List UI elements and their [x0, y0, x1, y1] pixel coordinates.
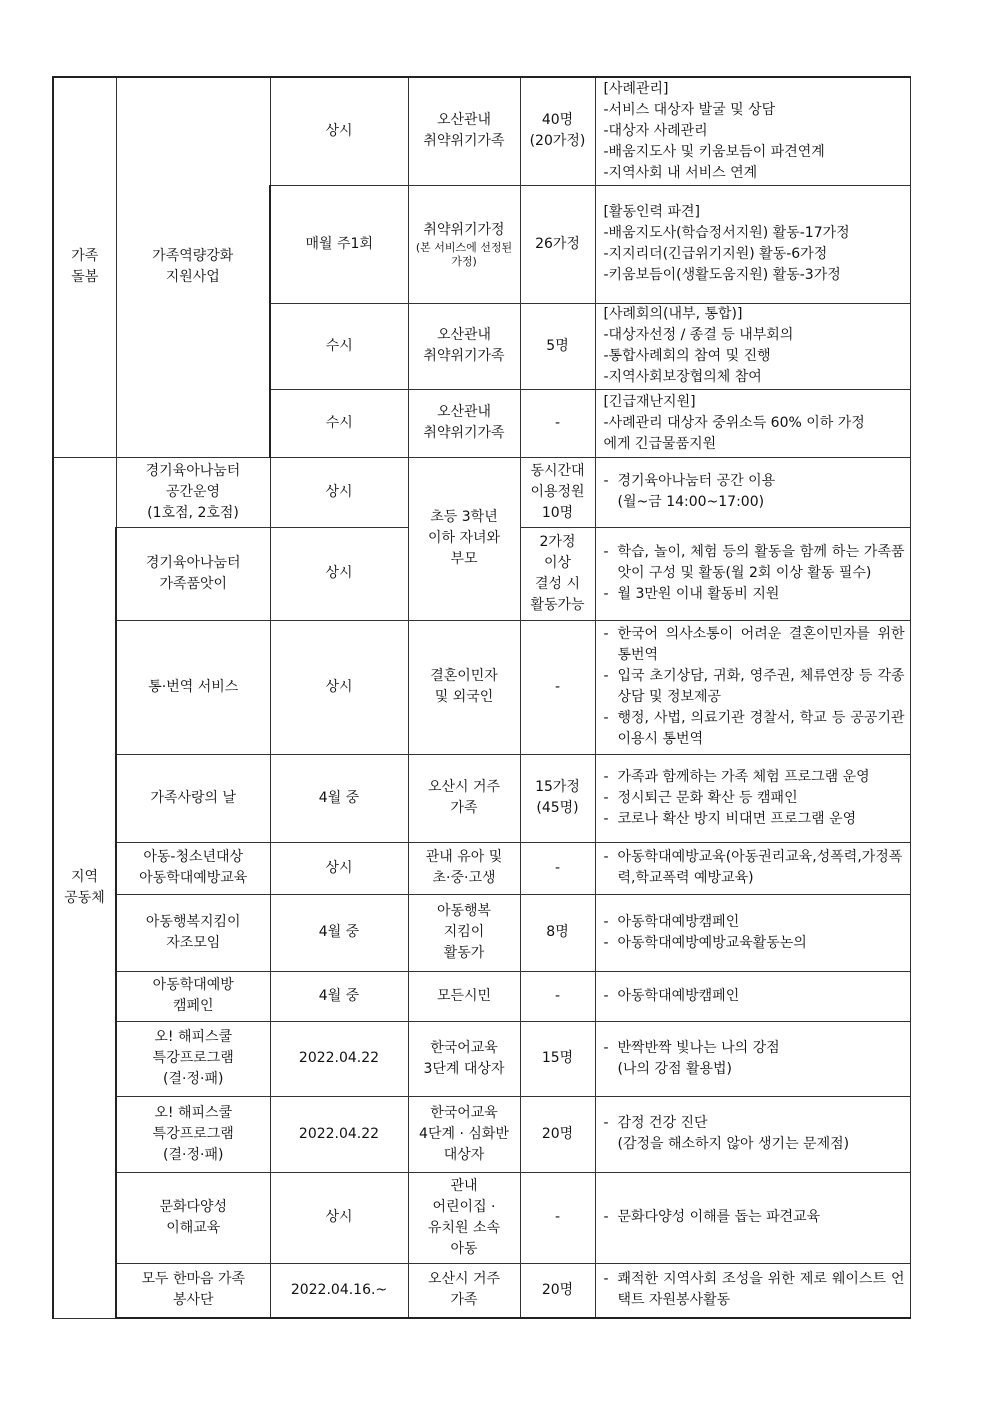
- bullet-dash: -: [603, 668, 609, 684]
- table-body: [53, 77, 910, 1318]
- description-cell: [595, 971, 910, 1021]
- bullet-dash: -: [603, 768, 609, 785]
- cell-line: 취약위기가정: [423, 221, 505, 238]
- cell-line: 결혼이민자: [430, 668, 498, 684]
- target-cell: [408, 77, 520, 185]
- bullet-item: [604, 471, 905, 492]
- cell-line: 가족: [450, 1292, 478, 1309]
- cell-line: 부모: [450, 551, 478, 567]
- cell-line: 오산관내: [436, 112, 492, 129]
- cell-line: 아동행복지킴이: [145, 913, 241, 930]
- bullet-text: 한국어 의사소통이 어려운 결혼이민자를 위한 통번역: [617, 626, 905, 663]
- cell-line: 오산관내: [436, 404, 492, 420]
- bullet-text: 정시퇴근 문화 확산 등 캠패인: [617, 789, 798, 806]
- bullet-dash: -: [603, 710, 609, 726]
- cell-line: 및 외국인: [434, 689, 494, 705]
- bullet-dash: -: [603, 987, 609, 1004]
- bullet-text: 쾌적한 지역사회 조성을 위한 제로 웨이스트 언택트 자원봉사활동: [617, 1271, 905, 1309]
- table-row: [53, 1172, 910, 1263]
- bullet-text: 가족과 함께하는 가족 체험 프로그램 운영: [617, 768, 870, 785]
- cell-line: 공간운영: [165, 483, 221, 500]
- program-cell: [116, 527, 270, 620]
- schedule-cell: 상시: [270, 457, 408, 527]
- bullet-dash: -: [603, 1209, 609, 1225]
- table-row: [53, 77, 910, 185]
- target-cell: [408, 1172, 520, 1263]
- count-cell: [520, 754, 595, 842]
- bullet-item: [604, 708, 905, 750]
- bullet-item: [604, 584, 905, 605]
- schedule-cell: 매월 주1회: [270, 185, 408, 303]
- cell-line: 가족사랑의 날: [150, 789, 237, 806]
- count-cell: [520, 1021, 595, 1096]
- schedule-cell: 4월 중: [270, 894, 408, 971]
- cell-line: -: [554, 414, 561, 431]
- cell-line: 경기육아나눔터: [145, 462, 241, 479]
- cell-line: [활동인력 파견]: [603, 204, 701, 220]
- cell-line: 지역: [70, 868, 99, 885]
- bullet-item: [604, 986, 905, 1007]
- cell-line: 가족: [71, 248, 99, 265]
- cell-line: 공동체: [64, 889, 105, 906]
- cell-line: (20가정): [529, 133, 586, 150]
- bullet-text: 경기육아나눔터 공간 이용: [617, 473, 776, 489]
- bullet-text: 반짝반짝 빛나는 나의 강점: [617, 1039, 780, 1056]
- cell-line: -: [554, 678, 561, 695]
- cell-line: (결·정·패): [163, 1071, 224, 1087]
- target-cell: [408, 894, 520, 971]
- bullet-dash: -: [603, 626, 609, 642]
- program-table: [52, 76, 911, 1319]
- schedule-cell: 4월 중: [270, 754, 408, 842]
- cell-line: 문화다양성: [159, 1198, 228, 1215]
- bullet-text: 아동학대예방캠페인: [617, 987, 740, 1004]
- bullet-item: [604, 788, 905, 809]
- description-cell: [595, 389, 910, 457]
- description-cell: [595, 1172, 910, 1263]
- cell-line: 아동: [450, 1240, 478, 1257]
- bullet-text: 코로나 확산 방지 비대면 프로그램 운영: [617, 810, 857, 827]
- cell-line: 10명: [541, 504, 574, 521]
- cell-line: 취약위기가족: [423, 133, 505, 150]
- cell-line: 봉사단: [172, 1292, 214, 1309]
- cell-line: (본 서비스에 선정된: [415, 240, 513, 254]
- count-cell: [520, 77, 595, 185]
- description-cell: [595, 77, 910, 185]
- program-cell: [116, 842, 270, 894]
- program-cell: [116, 77, 270, 457]
- cell-line: -사례관리 대상자 중위소득 60% 이하 가정: [603, 414, 865, 431]
- cell-line: 특강프로그램: [152, 1050, 234, 1066]
- table-row: [53, 1021, 910, 1096]
- cell-line: 20명: [541, 1281, 574, 1298]
- cell-line: 통·번역 서비스: [148, 678, 239, 695]
- cell-line: 가족역량강화: [152, 248, 234, 265]
- bullet-dash: -: [603, 473, 609, 489]
- bullet-dash: -: [603, 544, 609, 560]
- target-cell: [408, 303, 520, 389]
- count-cell: [520, 620, 595, 754]
- cell-line: (45명): [536, 800, 579, 816]
- target-cell: [408, 1096, 520, 1172]
- bullet-item: [604, 847, 905, 889]
- category-cell: [53, 457, 116, 1318]
- category-cell: [53, 77, 116, 457]
- cell-line: 아동-청소년대상: [143, 849, 244, 865]
- bullet-item: [604, 1207, 905, 1228]
- bullet-item: [604, 933, 905, 954]
- cell-line: 지원사업: [165, 269, 220, 286]
- table-row: [53, 842, 910, 894]
- bullet-text: 입국 초기상담, 귀화, 영주권, 체류연장 등 각종상담 및 정보제공: [617, 668, 905, 705]
- cell-line: -: [554, 987, 561, 1004]
- bullet-text: 월 3만원 이내 활동비 지원: [617, 586, 780, 602]
- description-cell: [595, 1021, 910, 1096]
- cell-line: 5명: [546, 337, 569, 354]
- cell-line: 한국어교육: [430, 1039, 498, 1056]
- document-page: [52, 76, 909, 1319]
- cell-line: 3단계 대상자: [423, 1060, 505, 1077]
- description-cell: [595, 1263, 910, 1318]
- count-cell: [520, 1096, 595, 1172]
- description-cell: [595, 894, 910, 971]
- schedule-cell: 상시: [270, 77, 408, 185]
- schedule-cell: 상시: [270, 1172, 408, 1263]
- target-cell: [408, 1021, 520, 1096]
- cell-line: 유치원 소속: [427, 1219, 501, 1236]
- bullet-item: [604, 912, 905, 933]
- count-cell: [520, 842, 595, 894]
- cell-line: 8명: [546, 924, 569, 940]
- program-cell: [116, 620, 270, 754]
- cell-line: -대상자 사례관리: [603, 122, 708, 139]
- bullet-dash: -: [603, 810, 609, 827]
- cell-line: 한국어교육: [430, 1104, 498, 1121]
- bullet-continuation: (감정을 해소하지 않아 생기는 문제점): [617, 1136, 850, 1152]
- bullet-text: 아동학대예방캠페인: [617, 913, 740, 930]
- bullet-item: [604, 1269, 905, 1311]
- schedule-cell: 상시: [270, 620, 408, 754]
- program-cell: [116, 1096, 270, 1172]
- bullet-continuation: (나의 강점 활용법): [617, 1060, 732, 1077]
- cell-line: 가족: [450, 800, 478, 816]
- target-cell: [408, 842, 520, 894]
- target-cell: [408, 457, 520, 620]
- bullet-item: [604, 542, 905, 584]
- bullet-item: [604, 809, 905, 830]
- target-cell: [408, 389, 520, 457]
- cell-line: -통합사례회의 참여 및 진행: [603, 348, 771, 364]
- schedule-cell: 상시: [270, 527, 408, 620]
- description-cell: [595, 620, 910, 754]
- program-cell: [116, 754, 270, 842]
- count-cell: [520, 971, 595, 1021]
- cell-line: 오! 해피스쿨: [154, 1104, 233, 1121]
- count-cell: [520, 894, 595, 971]
- cell-line: [긴급재난지원]: [603, 393, 696, 410]
- cell-line: -배움지도사 및 키움보듬이 파견연계: [603, 143, 825, 160]
- count-cell: [520, 1172, 595, 1263]
- bullet-dash: -: [603, 934, 609, 951]
- target-cell: [408, 971, 520, 1021]
- cell-line: 오산관내: [436, 327, 492, 343]
- count-cell: [520, 527, 595, 620]
- bullet-text: 감정 건강 진단: [617, 1115, 708, 1131]
- cell-line: -지지리더(긴급위기지원) 활동-6가정: [603, 246, 828, 262]
- cell-line: 2가정: [539, 533, 576, 550]
- cell-line: 오산시 거주: [427, 1271, 501, 1288]
- bullet-dash: -: [603, 586, 609, 602]
- bullet-item: [604, 1038, 905, 1059]
- cell-line: -대상자선정 / 종결 등 내부회의: [603, 327, 794, 343]
- table-row: [53, 971, 910, 1021]
- target-cell: [408, 185, 520, 303]
- program-cell: [116, 1021, 270, 1096]
- cell-line: 초등 3학년: [430, 509, 498, 525]
- table-row: [53, 1263, 910, 1318]
- bullet-dash: -: [603, 1115, 609, 1131]
- cell-line: -: [554, 1209, 561, 1225]
- schedule-cell: 수시: [270, 303, 408, 389]
- description-cell: [595, 457, 910, 527]
- bullet-item: [604, 1113, 905, 1134]
- cell-line: -지역사회보장협의체 참여: [603, 369, 762, 385]
- bullet-item: [604, 624, 905, 666]
- cell-line: 가족품앗이: [159, 575, 228, 592]
- description-cell: [595, 303, 910, 389]
- cell-line: 이용정원: [530, 483, 585, 500]
- cell-line: (결·정·패): [163, 1146, 224, 1163]
- cell-line: 40명: [541, 112, 574, 129]
- bullet-text: 아동학대예방교육(아동권리교육,성폭력,가정폭력,학교폭력 예방교육): [617, 849, 903, 886]
- cell-line: -서비스 대상자 발굴 및 상담: [603, 101, 776, 118]
- count-cell: [520, 1263, 595, 1318]
- bullet-dash: -: [603, 849, 609, 865]
- schedule-cell: 상시: [270, 842, 408, 894]
- cell-line: 결성 시: [534, 575, 581, 592]
- cell-line: -지역사회 내 서비스 연계: [603, 164, 758, 181]
- table-row: [53, 1096, 910, 1172]
- cell-line: 활동가: [443, 945, 485, 961]
- bullet-text: 문화다양성 이해를 돕는 파견교육: [617, 1209, 821, 1225]
- bullet-dash: -: [603, 789, 609, 806]
- bullet-text: 아동학대예방예방교육활동논의: [617, 934, 807, 951]
- cell-line: 아동행복: [436, 903, 492, 919]
- cell-line: -키움보듬이(생활도움지원) 활동-3가정: [603, 267, 841, 283]
- description-cell: [595, 842, 910, 894]
- cell-line: 20명: [541, 1125, 574, 1142]
- count-cell: [520, 389, 595, 457]
- cell-line: 경기육아나눔터: [145, 554, 241, 571]
- cell-line: -배움지도사(학습정서지원) 활동-17가정: [603, 225, 850, 241]
- cell-line: 아동학대예방교육: [139, 870, 248, 886]
- cell-line: 돌봄: [71, 269, 99, 286]
- description-cell: [595, 754, 910, 842]
- cell-line: -: [554, 859, 561, 876]
- cell-line: 자조모임: [166, 934, 221, 951]
- bullet-dash: -: [603, 1271, 609, 1288]
- cell-line: 오산시 거주: [427, 779, 501, 795]
- cell-line: 대상자: [443, 1146, 485, 1163]
- description-cell: [595, 185, 910, 303]
- cell-line: 동시간대: [530, 462, 585, 479]
- table-row: [53, 894, 910, 971]
- cell-line: 취약위기가족: [423, 425, 505, 441]
- bullet-dash: -: [603, 913, 609, 930]
- schedule-cell: 수시: [270, 389, 408, 457]
- bullet-text: 학습, 놀이, 체험 등의 활동을 함께 하는 가족품앗이 구성 및 활동(월 2회 이상 활동 필수): [617, 544, 905, 581]
- bullet-item: [604, 666, 905, 708]
- cell-line: 15명: [541, 1050, 574, 1066]
- table-row: [53, 754, 910, 842]
- target-cell: [408, 754, 520, 842]
- schedule-cell: 2022.04.16.~: [270, 1263, 408, 1318]
- description-cell: [595, 1096, 910, 1172]
- cell-line: 가정): [451, 254, 477, 268]
- cell-line: 특강프로그램: [152, 1125, 234, 1142]
- cell-line: 모두 한마음 가족: [141, 1271, 246, 1288]
- cell-line: 캠페인: [172, 998, 214, 1014]
- cell-line: 이상: [543, 554, 572, 571]
- bullet-continuation: (월~금 14:00~17:00): [617, 494, 765, 510]
- count-cell: [520, 185, 595, 303]
- program-cell: [116, 971, 270, 1021]
- cell-line: 관내 유아 및: [425, 849, 503, 865]
- cell-line: 에게 긴급물품지원: [603, 435, 717, 452]
- cell-line: 4단계 · 심화반: [419, 1125, 509, 1142]
- cell-line: 아동학대예방: [152, 977, 234, 993]
- cell-line: 15가정: [535, 779, 580, 795]
- table-row: [53, 620, 910, 754]
- bullet-dash: -: [603, 1039, 609, 1056]
- target-cell: [408, 1263, 520, 1318]
- schedule-cell: 2022.04.22: [270, 1096, 408, 1172]
- cell-line: 이해교육: [166, 1219, 221, 1236]
- cell-line: 관내: [450, 1177, 478, 1194]
- cell-line: 취약위기가족: [423, 348, 505, 364]
- schedule-cell: 4월 중: [270, 971, 408, 1021]
- cell-line: (1호점, 2호점): [147, 504, 239, 521]
- program-cell: [116, 894, 270, 971]
- cell-line: 활동가능: [530, 596, 585, 613]
- cell-line: 초·중·고생: [432, 870, 496, 886]
- count-cell: [520, 457, 595, 527]
- cell-line: 26가정: [535, 235, 580, 252]
- schedule-cell: 2022.04.22: [270, 1021, 408, 1096]
- program-cell: [116, 1172, 270, 1263]
- description-cell: [595, 527, 910, 620]
- bullet-text: 행정, 사법, 의료기관 경찰서, 학교 등 공공기관 이용시 통번역: [617, 710, 905, 747]
- cell-line: [사례관리]: [603, 80, 669, 97]
- count-cell: [520, 303, 595, 389]
- cell-line: 오! 해피스쿨: [154, 1029, 233, 1045]
- program-cell: [116, 1263, 270, 1318]
- bullet-item: [604, 767, 905, 788]
- program-cell: [116, 457, 270, 527]
- cell-line: 이하 자녀와: [427, 530, 501, 546]
- table-row: [53, 457, 910, 527]
- cell-line: 어린이집 ·: [432, 1198, 496, 1215]
- target-cell: [408, 620, 520, 754]
- cell-line: 모든시민: [436, 987, 492, 1004]
- cell-line: 지킴이: [443, 924, 485, 940]
- cell-line: [사례회의(내부, 통합)]: [603, 306, 743, 322]
